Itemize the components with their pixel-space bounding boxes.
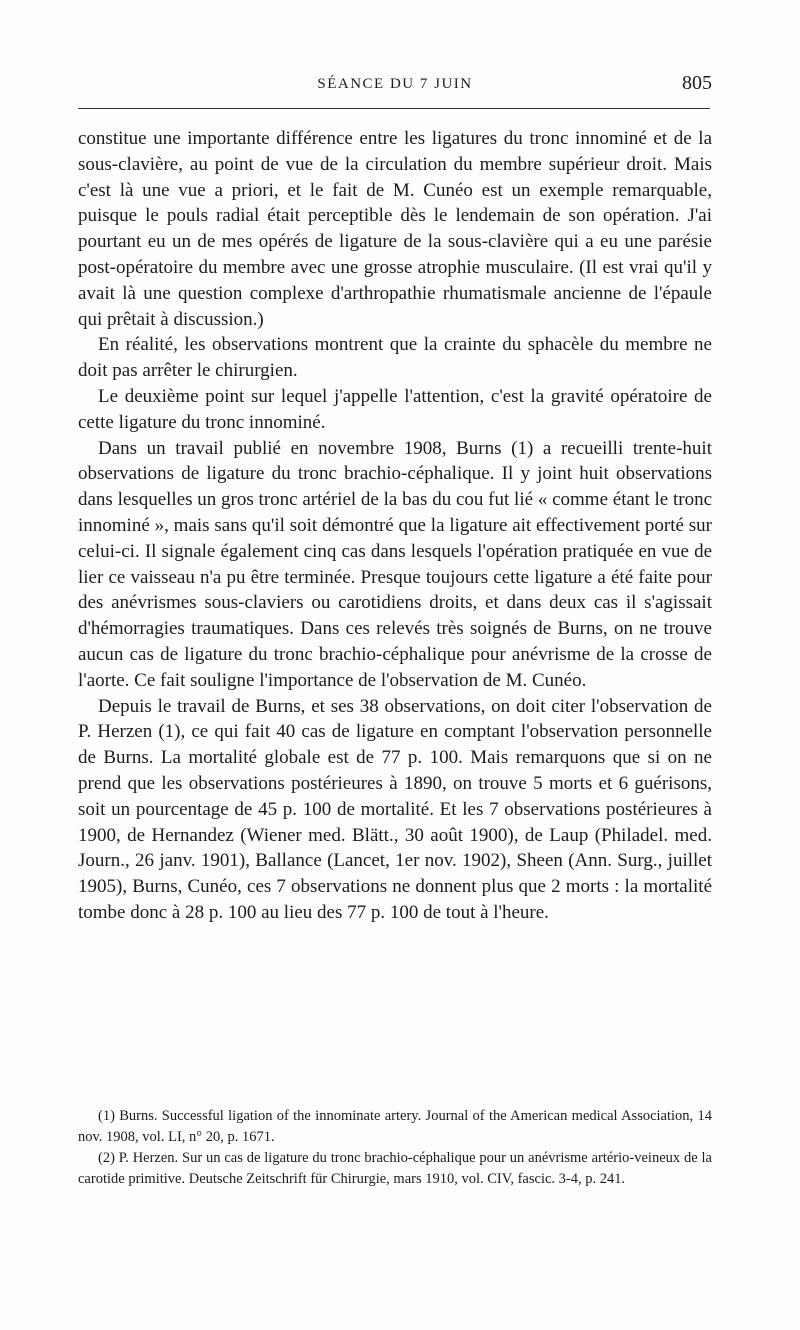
footnotes xyxy=(78,1106,712,1190)
running-title: SÉANCE DU 7 JUIN xyxy=(317,76,473,92)
running-header xyxy=(78,72,712,96)
paragraph: Le deuxième point sur lequel j'appelle l'attention, c'est la gravité opératoire de cette ligature du tronc innominé. xyxy=(78,385,712,433)
body-text xyxy=(78,126,712,926)
paragraph: Dans un travail publié en novembre 1908, Burns (1) a recueilli trente-huit observations de ligature du tronc brachio-céphalique. Il y joint huit observations dans lesquelles un gros tronc artériel de la bas du cou fut lié « comme étant le tronc innominé », mais sans qu'il soit démontré que la ligature ait effectivement porté sur celui-ci. Il signale également cinq cas dans lesquels l'opération pratiquée en vue de lier ce vaisseau n'a pu être terminée. Presque toujours cette ligature a été faite pour des anévrismes sous-claviers ou carotidiens droits, et dans deux cas il s'agissait d'hémorragies traumatiques. Dans ces relevés très soignés de Burns, on ne trouve aucun cas de ligature du tronc brachio-céphalique pour anévrisme de la crosse de l'aorte. Ce fait souligne l'importance de l'observation de M. Cunéo. xyxy=(78,437,712,691)
footnote: (2) P. Herzen. Sur un cas de ligature du tronc brachio-céphalique pour un anévrisme artério-veineux de la carotide primitive. Deutsche Zeitschrift für Chirurgie, mars 1910, vol. CIV, fascic. 3-4, p. 241. xyxy=(78,1150,712,1187)
page-number: 805 xyxy=(682,72,712,94)
header-rule xyxy=(78,108,710,109)
paragraph: En réalité, les observations montrent que la crainte du sphacèle du membre ne doit pas arrêter le chirurgien. xyxy=(78,334,712,382)
paragraph: constitue une importante différence entre les ligatures du tronc innominé et de la sous-clavière, au point de vue de la circulation du membre supérieur droit. Mais c'est là une vue a priori, et le fait de M. Cunéo est un exemple remarquable, puisque le pouls radial était perceptible dès le lendemain de son opération. J'ai pourtant eu un de mes opérés de ligature de la sous-clavière qui a eu une parésie post-opératoire du membre avec une grosse atrophie musculaire. (Il est vrai qu'il y avait là une question complexe d'arthropathie rhumatismale ancienne de l'épaule qui prêtait à discussion.) xyxy=(78,128,712,330)
paragraph: Depuis le travail de Burns, et ses 38 observations, on doit citer l'observation de P. Herzen (1), ce qui fait 40 cas de ligature en comptant l'observation personnelle de Burns. La mortalité globale est de 77 p. 100. Mais remarquons que si on ne prend que les observations postérieures à 1890, on trouve 5 morts et 6 guérisons, soit un pourcentage de 45 p. 100 de mortalité. Et les 7 observations postérieures à 1900, de Hernandez (Wiener med. Blätt., 30 août 1900), de Laup (Philadel. med. Journ., 26 janv. 1901), Ballance (Lancet, 1er nov. 1902), Sheen (Ann. Surg., juillet 1905), Burns, Cunéo, ces 7 observations ne donnent plus que 2 morts : la mortalité tombe donc à 28 p. 100 au lieu des 77 p. 100 de tout à l'heure. xyxy=(78,695,712,923)
footnote: (1) Burns. Successful ligation of the innominate artery. Journal of the American medical Association, 14 nov. 1908, vol. LI, n° 20, p. 1671. xyxy=(78,1108,712,1145)
